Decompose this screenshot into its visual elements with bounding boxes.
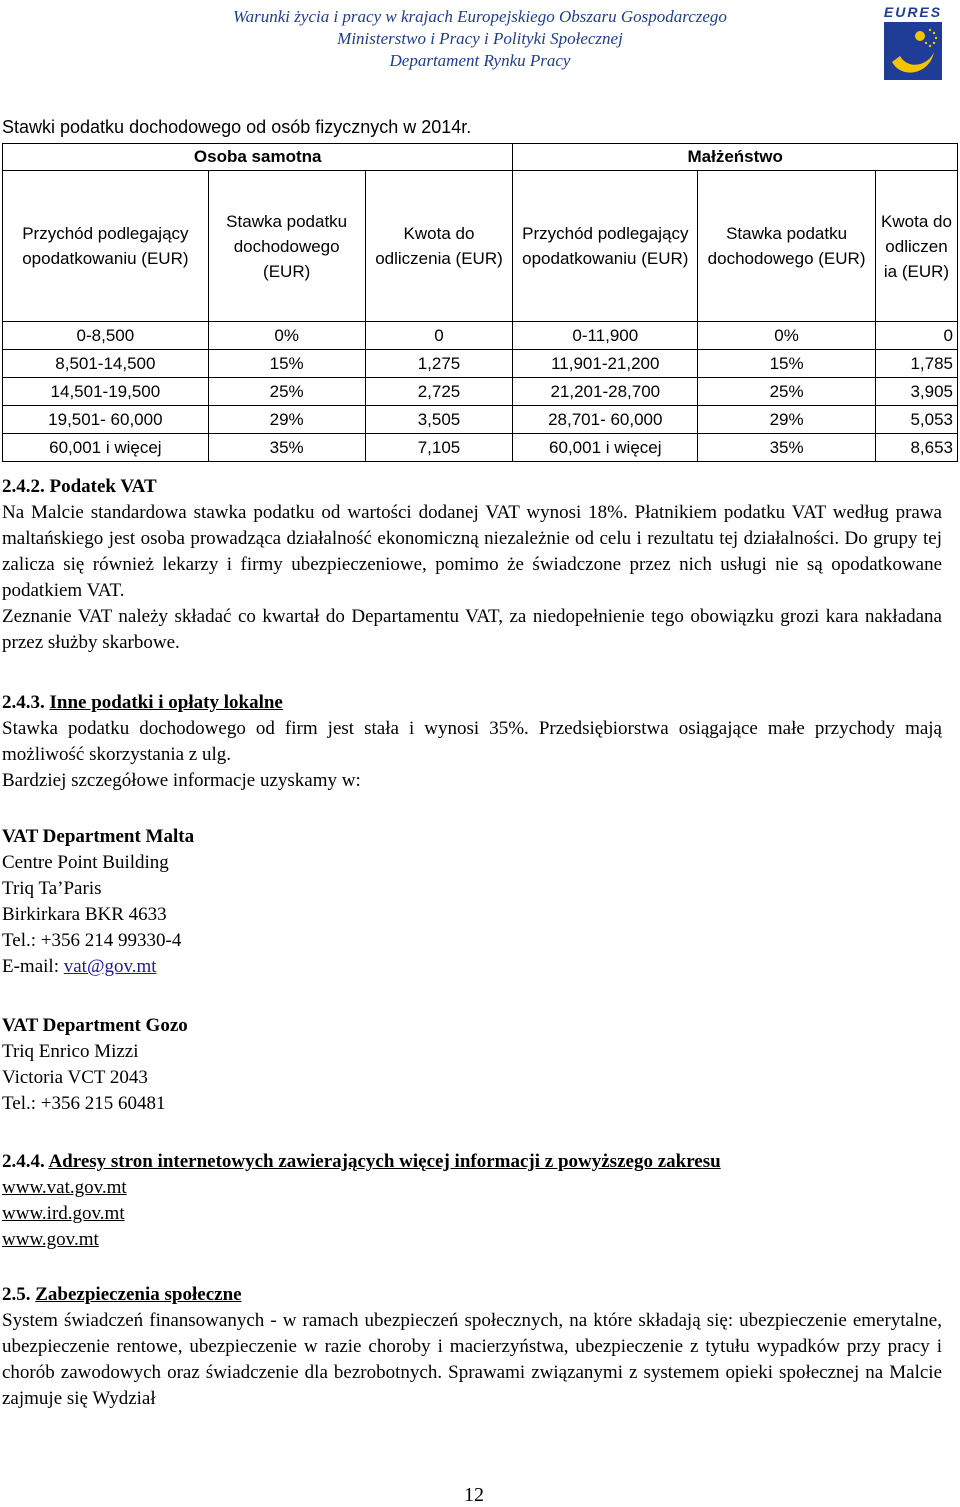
col-header-income-single: Przychód podlegający opodatkowaniu (EUR) [3, 171, 209, 322]
table-cell: 0% [698, 322, 876, 350]
tax-rate-table [2, 143, 958, 462]
table-cell: 0% [208, 322, 365, 350]
section-other-taxes [2, 690, 942, 794]
table-cell: 15% [208, 350, 365, 378]
vat-malta-line-2: Triq Ta’Paris [2, 878, 102, 899]
table-cell: 0-11,900 [513, 322, 698, 350]
vat-gozo-name: VAT Department Gozo [2, 1015, 188, 1036]
other-more-info: Bardziej szczegółowe informacje uzyskamy w: [2, 770, 361, 791]
col-header-income-married: Przychód podlegający opodatkowaniu (EUR) [513, 171, 698, 322]
web-link-ird[interactable]: www.ird.gov.mt [2, 1203, 125, 1224]
table-cell: 7,105 [365, 434, 513, 462]
soc-paragraph: System świadczeń finansowanych - w ramach ubezpieczeń społecznych, na które składają się: ubezpieczenie emerytalne, ubezpieczenie rentowe, ubezpieczenie w razie choroby i macierzyństwa, ubezpieczenie z tytułu wypadków przy pracy i chorób zawodowych oraz świadczenie dla bezrobotnych. Sprawami związanymi z systemem opieki społecznej na Malcie zajmuje się Wydział [2, 1310, 942, 1409]
table-cell: 21,201-28,700 [513, 378, 698, 406]
other-paragraph: Stawka podatku dochodowego od firm jest stała i wynosi 35%. Przedsiębiorstwa osiągające małe przychody mają możliwość skorzystania z ulg. [2, 718, 942, 765]
table-cell: 0 [365, 322, 513, 350]
web-link-vat[interactable]: www.vat.gov.mt [2, 1177, 127, 1198]
table-row [3, 406, 958, 434]
table-cell: 1,785 [875, 350, 957, 378]
group-married: Małżeństwo [513, 144, 958, 171]
section-vat-title: 2.4.2. Podatek VAT [2, 476, 157, 497]
table-cell: 0-8,500 [3, 322, 209, 350]
page-number: 12 [464, 1484, 484, 1506]
vat-gozo-line-1: Triq Enrico Mizzi [2, 1041, 139, 1062]
vat-gozo-address [2, 1013, 942, 1117]
table-cell: 11,901-21,200 [513, 350, 698, 378]
table-row [3, 378, 958, 406]
section-soc-title [2, 1282, 942, 1308]
vat-malta-line-1: Centre Point Building [2, 852, 169, 873]
section-web-title [2, 1149, 942, 1175]
col-header-deduction-married: Kwota do odliczen ia (EUR) [875, 171, 957, 322]
table-row [3, 350, 958, 378]
table-cell: 29% [698, 406, 876, 434]
table-cell: 25% [698, 378, 876, 406]
col-header-rate-single: Stawka podatku dochodowego (EUR) [208, 171, 365, 322]
group-single: Osoba samotna [3, 144, 513, 171]
header-text [110, 6, 850, 72]
table-cell: 0 [875, 322, 957, 350]
col-header-rate-married: Stawka podatku dochodowego (EUR) [698, 171, 876, 322]
table-cell: 3,905 [875, 378, 957, 406]
vat-malta-email-line [2, 954, 942, 980]
section-web-heading: Adresy stron internetowych zawierających więcej informacji z powyższego zakresu [48, 1151, 721, 1172]
eures-emblem-icon [884, 22, 942, 80]
vat-malta-tel: Tel.: +356 214 99330-4 [2, 930, 182, 951]
eures-logo-text: EURES [883, 4, 943, 20]
section-vat [2, 474, 942, 656]
table-cell: 35% [698, 434, 876, 462]
table-row [3, 434, 958, 462]
table-group-header-row [3, 144, 958, 171]
table-cell: 60,001 i więcej [3, 434, 209, 462]
section-other-heading: Inne podatki i opłaty lokalne [49, 692, 283, 713]
section-social-security [2, 1282, 942, 1412]
vat-malta-name: VAT Department Malta [2, 826, 195, 847]
header-line-2: Ministerstwo i Pracy i Polityki Społecznej [337, 29, 623, 48]
vat-paragraph-2: Zeznanie VAT należy składać co kwartał do Departamentu VAT, za niedopełnienie tego obowiązku grozi kara nakładana przez służby skarbowe. [2, 606, 942, 653]
table-cell: 2,725 [365, 378, 513, 406]
table-column-header-row [3, 171, 958, 322]
table-cell: 19,501- 60,000 [3, 406, 209, 434]
vat-malta-line-3: Birkirkara BKR 4633 [2, 904, 167, 925]
table-cell: 8,501-14,500 [3, 350, 209, 378]
table-cell: 60,001 i więcej [513, 434, 698, 462]
section-web-number: 2.4.4. [2, 1151, 49, 1172]
section-soc-heading: Zabezpieczenia społeczne [35, 1284, 242, 1305]
table-cell: 25% [208, 378, 365, 406]
table-cell: 15% [698, 350, 876, 378]
table-row [3, 322, 958, 350]
col-header-deduction-single: Kwota do odliczenia (EUR) [365, 171, 513, 322]
table-cell: 28,701- 60,000 [513, 406, 698, 434]
vat-gozo-line-2: Victoria VCT 2043 [2, 1067, 148, 1088]
vat-paragraph-1: Na Malcie standardowa stawka podatku od wartości dodanej VAT wynosi 18%. Płatnikiem podatku VAT według prawa maltańskiego jest osoba prowadząca działalność ekonomiczną niezależnie od celu i rezultatu tej działalności. Do grupy tej zalicza się również lekarzy i firmy ubezpieczeniowe, pomimo że świadczone przez nich usługi nie są opodatkowane podatkiem VAT. [2, 502, 942, 601]
vat-malta-address [2, 824, 942, 980]
section-websites [2, 1149, 942, 1253]
table-cell: 14,501-19,500 [3, 378, 209, 406]
table-cell: 29% [208, 406, 365, 434]
table-cell: 5,053 [875, 406, 957, 434]
table-cell: 8,653 [875, 434, 957, 462]
table-cell: 3,505 [365, 406, 513, 434]
section-other-number: 2.4.3. [2, 692, 50, 713]
web-link-gov[interactable]: www.gov.mt [2, 1229, 99, 1250]
table-caption: Stawki podatku dochodowego od osób fizycznych w 2014r. [2, 117, 472, 137]
page-header [0, 4, 960, 74]
email-label: E-mail: [2, 956, 64, 977]
section-other-title [2, 690, 942, 716]
eures-logo [878, 4, 948, 82]
header-line-1: Warunki życia i pracy w krajach Europejskiego Obszaru Gospodarczego [233, 7, 727, 26]
email-link[interactable]: vat@gov.mt [63, 956, 157, 977]
table-cell: 35% [208, 434, 365, 462]
header-line-3: Departament Rynku Pracy [389, 51, 571, 70]
vat-gozo-tel: Tel.: +356 215 60481 [2, 1093, 166, 1114]
table-cell: 1,275 [365, 350, 513, 378]
section-soc-number: 2.5. [2, 1284, 36, 1305]
